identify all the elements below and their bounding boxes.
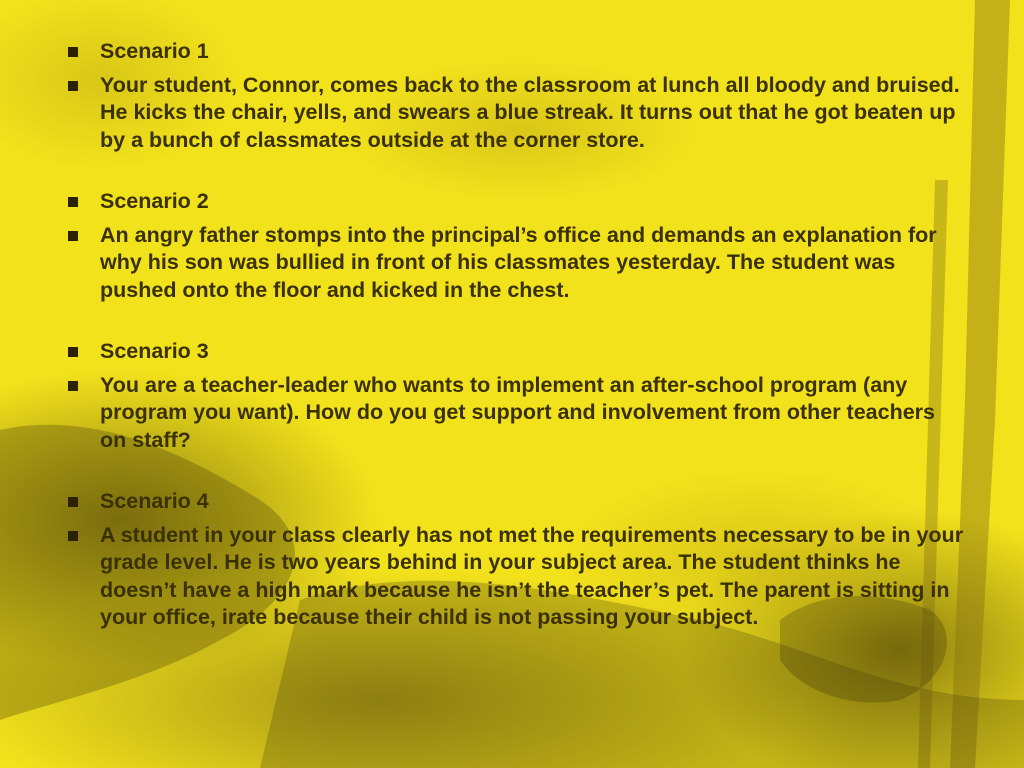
scenario-2-body-item [66,222,966,305]
scenario-1-heading-item [66,38,966,66]
scenario-3-body-item [66,372,966,455]
square-bullet-icon [68,47,78,57]
scenario-2-heading-item [66,188,966,216]
scenario-4-body-item [66,522,966,632]
scenario-list [66,38,966,632]
square-bullet-icon [68,531,78,541]
scenario-1-body-item [66,72,966,155]
scenario-4-body: A student in your class clearly has not met the requirements necessary to be in your grade level. He is two years behind in your subject area. The student thinks he doesn’t have a high mark because he isn’t the teacher’s pet. The parent is sitting in your office, irate because their child is not passing your subject. [100,522,964,629]
scenario-4-heading: Scenario 4 [100,489,209,513]
scenario-2-heading: Scenario 2 [100,189,209,213]
scenario-2-body: An angry father stomps into the principal’s office and demands an explanation for why his son was bullied in front of his classmates yesterday. The student was pushed onto the floor and kicked in the chest. [100,222,937,302]
square-bullet-icon [68,81,78,91]
scenario-1-body: Your student, Connor, comes back to the classroom at lunch all bloody and bruised. He kicks the chair, yells, and swears a blue streak. It turns out that he got beaten up by a bunch of classmates outside at the corner store. [100,72,960,152]
square-bullet-icon [68,197,78,207]
square-bullet-icon [68,381,78,391]
square-bullet-icon [68,347,78,357]
square-bullet-icon [68,497,78,507]
scenario-3-heading-item [66,338,966,366]
scenario-1-heading: Scenario 1 [100,39,209,63]
scenario-3-heading: Scenario 3 [100,339,209,363]
scenario-4-heading-item [66,488,966,516]
scenario-3-body: You are a teacher-leader who wants to implement an after-school program (any program you want). How do you get support and involvement from other teachers on staff? [100,372,936,452]
square-bullet-icon [68,231,78,241]
